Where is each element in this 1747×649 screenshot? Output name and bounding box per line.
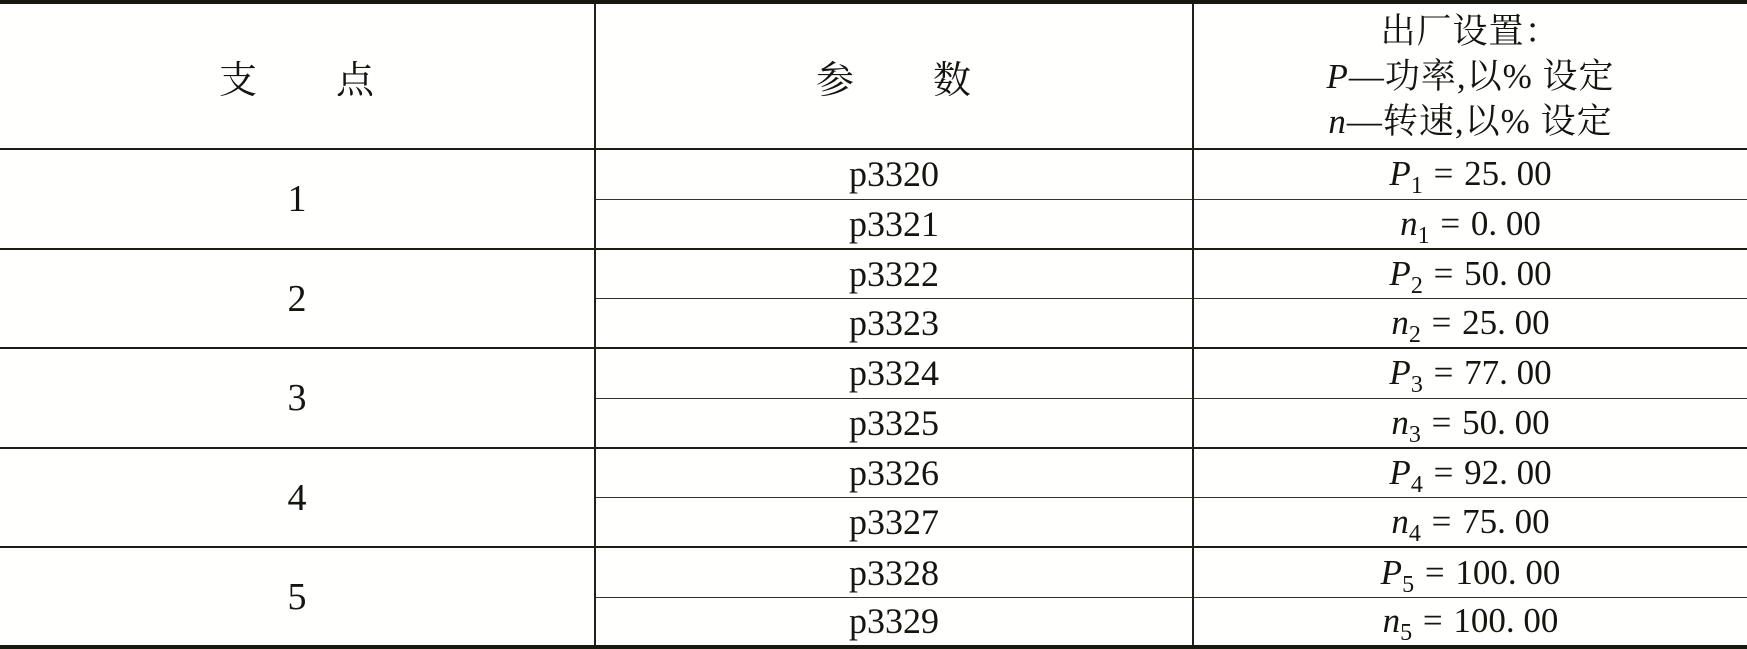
value-subscript: 1 — [1417, 222, 1430, 249]
value-cell — [1193, 547, 1747, 597]
point-cell: 4 — [0, 448, 595, 548]
value-subscript: 4 — [1410, 472, 1423, 498]
value-cell — [1193, 398, 1747, 448]
param-cell: p3322 — [595, 249, 1193, 299]
value-number: 100. 00 — [1455, 552, 1561, 592]
header-row — [0, 2, 1747, 149]
value-variable: n — [1391, 303, 1409, 343]
equals-sign: = — [1431, 203, 1469, 243]
table-row — [0, 149, 1747, 199]
value-cell — [1193, 348, 1747, 398]
value-cell — [1193, 498, 1747, 548]
param-cell: p3328 — [595, 547, 1193, 597]
power-description: —功率,以% 设定 — [1348, 56, 1615, 96]
value-number: 77. 00 — [1464, 353, 1552, 393]
value-subscript: 3 — [1408, 421, 1421, 448]
equals-sign: = — [1424, 453, 1463, 492]
value-variable: P — [1389, 154, 1411, 194]
value-subscript: 4 — [1408, 521, 1421, 548]
value-number: 50. 00 — [1462, 402, 1550, 442]
value-subscript: 5 — [1402, 571, 1415, 598]
value-cell — [1193, 149, 1747, 199]
value-variable: P — [1389, 253, 1411, 293]
header-param: 参 数 — [595, 2, 1193, 149]
factory-header-line2 — [1194, 54, 1747, 99]
value-number: 25. 00 — [1464, 154, 1552, 194]
param-cell: p3321 — [595, 199, 1193, 249]
equals-sign: = — [1422, 402, 1461, 442]
equals-sign: = — [1414, 601, 1452, 641]
header-factory — [1193, 2, 1747, 149]
param-cell: p3327 — [595, 498, 1193, 548]
point-cell: 5 — [0, 547, 595, 647]
param-cell: p3326 — [595, 448, 1193, 498]
value-number: 75. 00 — [1462, 502, 1550, 542]
speed-description: —转速,以% 设定 — [1346, 101, 1613, 141]
value-variable: n — [1391, 402, 1409, 442]
table-row — [0, 547, 1747, 597]
power-symbol: P — [1326, 56, 1349, 96]
equals-sign: = — [1424, 353, 1463, 393]
factory-header-line1: 出厂设置： — [1380, 11, 1561, 51]
value-number: 92. 00 — [1464, 453, 1552, 492]
value-cell — [1193, 597, 1747, 647]
value-number: 25. 00 — [1462, 303, 1550, 343]
value-number: 50. 00 — [1464, 253, 1552, 293]
value-subscript: 1 — [1410, 173, 1423, 200]
value-subscript: 3 — [1410, 372, 1423, 399]
value-variable: P — [1389, 353, 1411, 393]
speed-symbol: n — [1328, 101, 1347, 141]
equals-sign: = — [1416, 552, 1454, 592]
table-row — [0, 348, 1747, 398]
table-row — [0, 249, 1747, 299]
param-cell: p3324 — [595, 348, 1193, 398]
point-cell: 1 — [287, 178, 307, 221]
header-point: 支 点 — [0, 2, 595, 149]
value-variable: P — [1389, 453, 1411, 492]
equals-sign: = — [1422, 502, 1461, 542]
param-cell: p3325 — [595, 398, 1193, 448]
value-subscript: 2 — [1408, 322, 1421, 349]
equals-sign: = — [1424, 253, 1463, 293]
value-cell — [1193, 199, 1747, 249]
value-subscript: 2 — [1410, 272, 1423, 299]
value-number: 0. 00 — [1470, 203, 1541, 243]
value-cell — [1193, 249, 1747, 299]
value-variable: n — [1391, 502, 1409, 542]
table-row — [0, 448, 1747, 498]
param-cell: p3329 — [595, 597, 1193, 647]
equals-sign: = — [1424, 154, 1463, 194]
factory-header-line3 — [1194, 99, 1747, 144]
value-cell — [1193, 448, 1747, 498]
param-cell: p3320 — [595, 149, 1193, 199]
param-cell: p3323 — [595, 299, 1193, 349]
point-cell: 2 — [0, 249, 595, 349]
value-number: 100. 00 — [1453, 601, 1559, 641]
value-variable: P — [1380, 552, 1403, 592]
value-subscript: 5 — [1400, 620, 1413, 647]
value-variable: n — [1400, 203, 1418, 243]
point-cell: 3 — [0, 348, 595, 448]
equals-sign: = — [1422, 303, 1461, 343]
value-variable: n — [1382, 601, 1401, 641]
value-cell — [1193, 299, 1747, 349]
